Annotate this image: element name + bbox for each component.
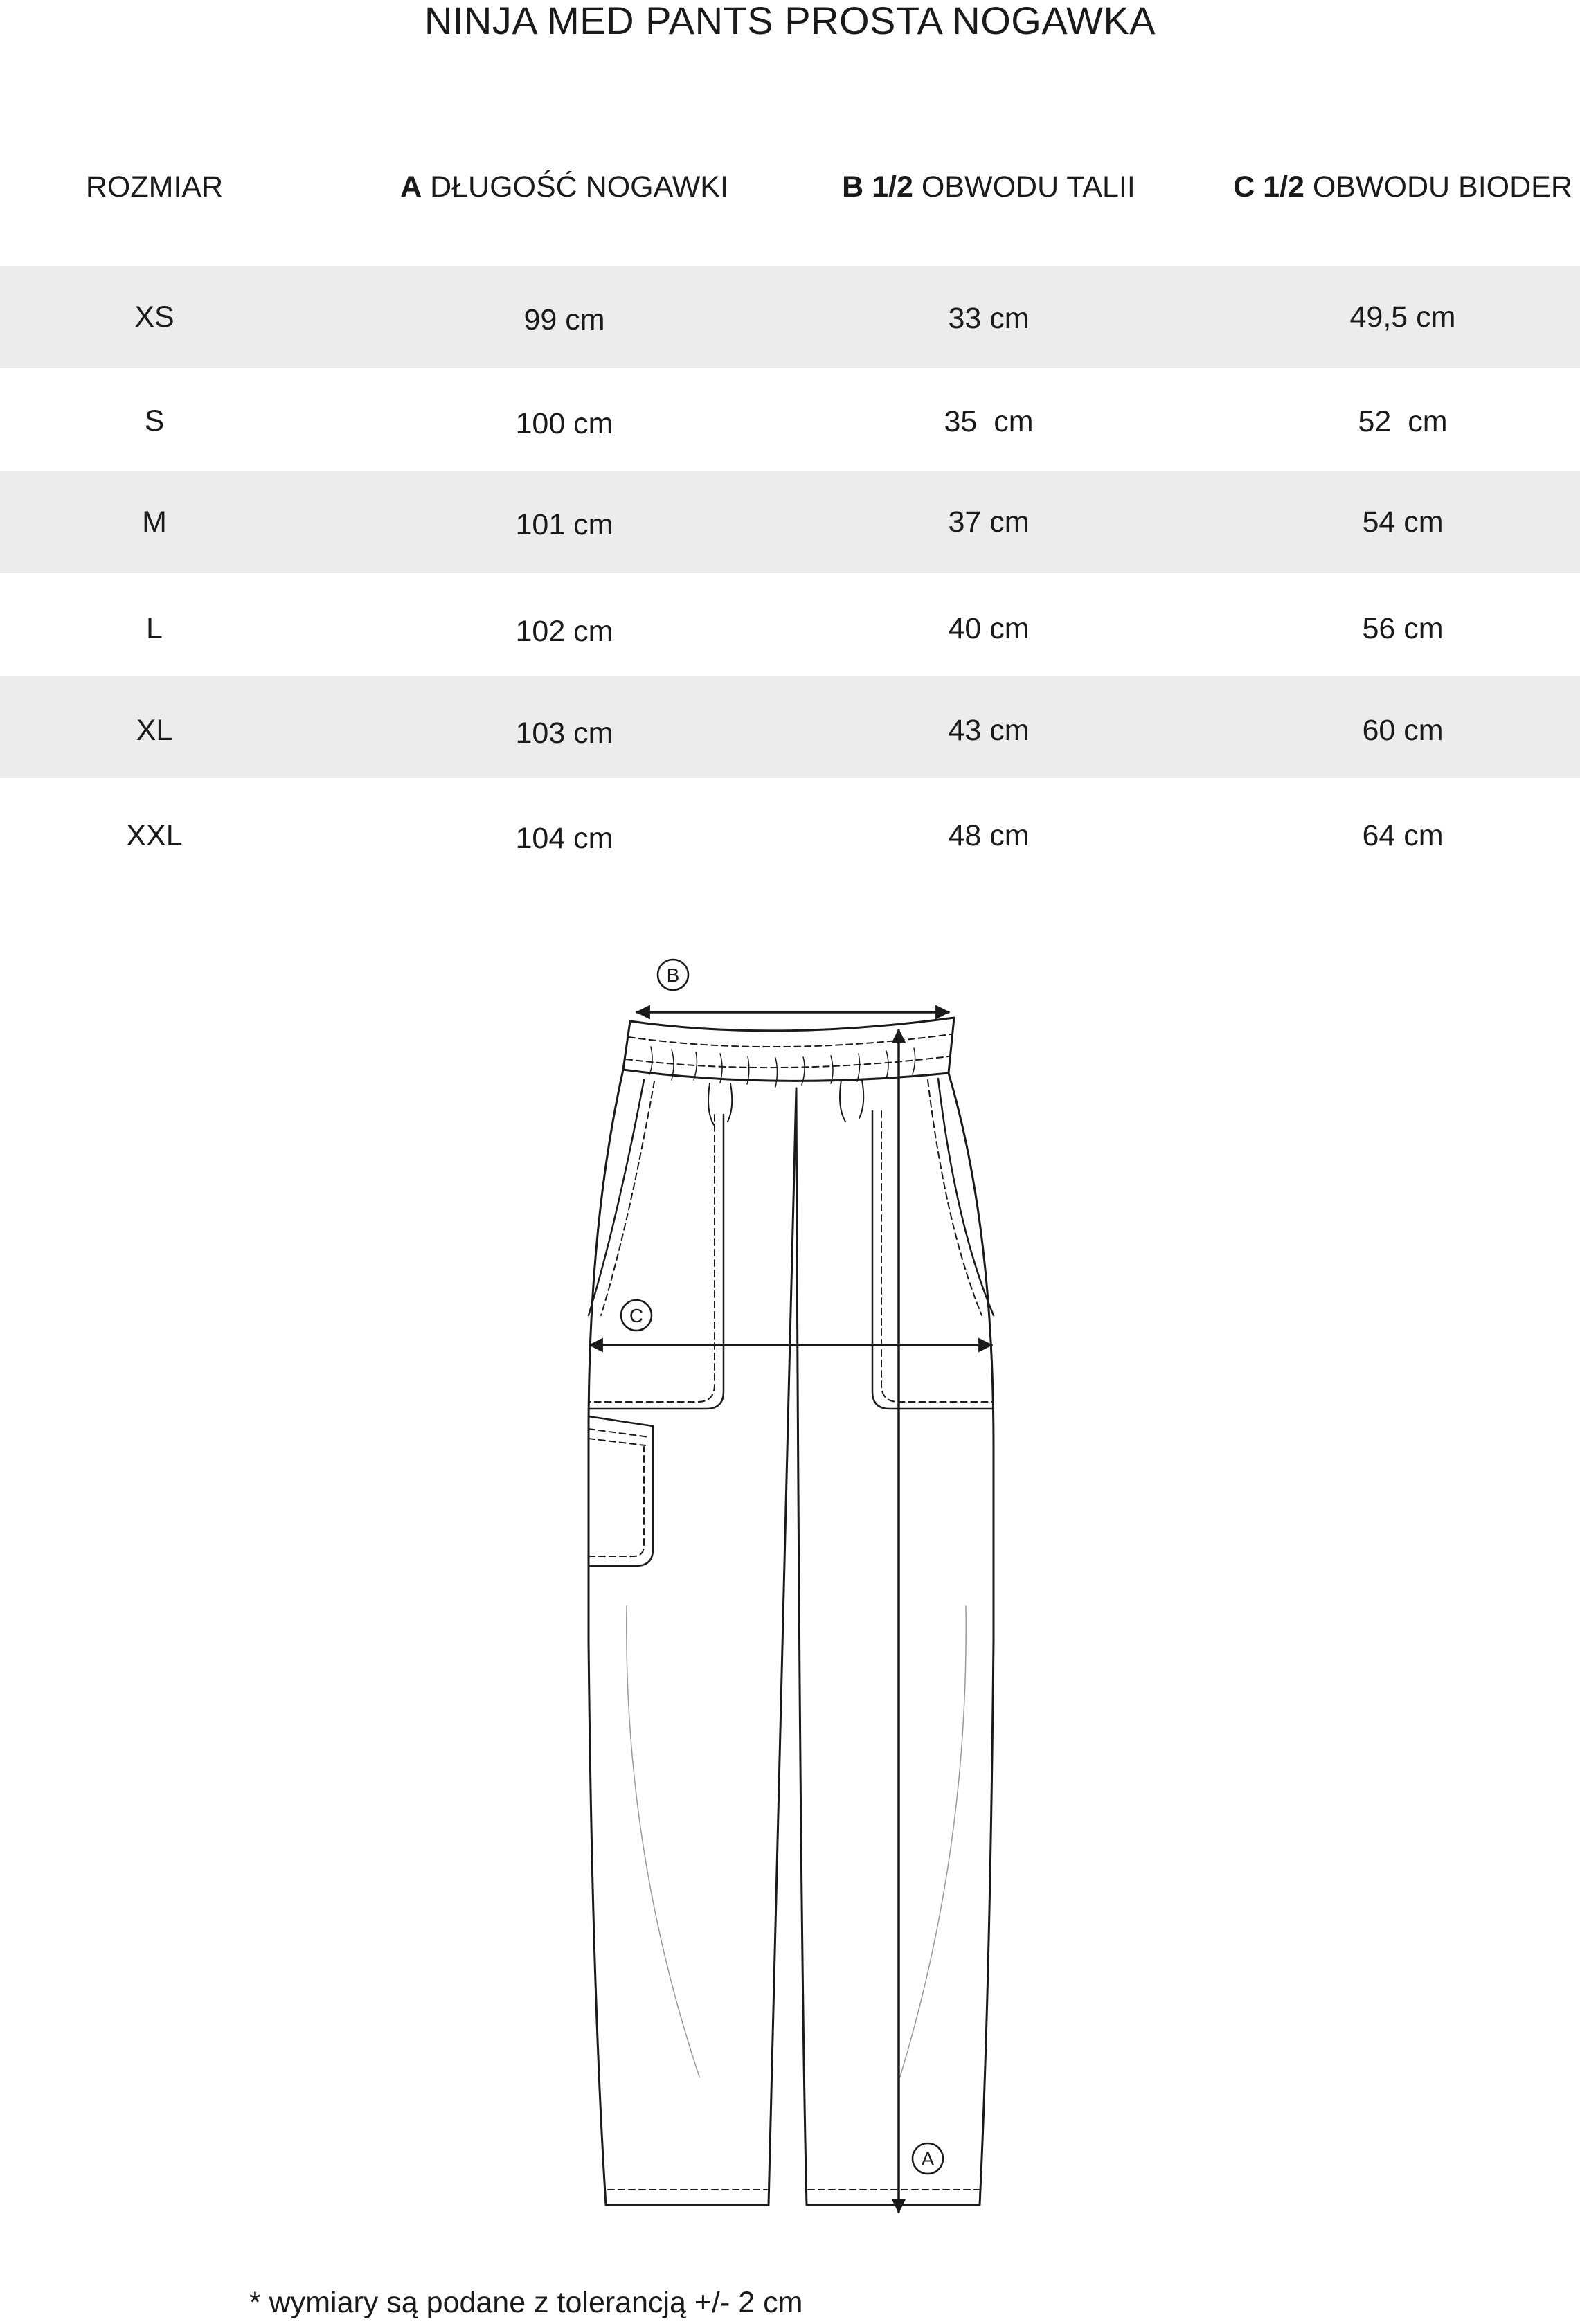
cell-b: 35 cm [944, 405, 1034, 438]
header-b-text: OBWODU TALII [913, 170, 1135, 204]
cell-size: S [144, 404, 165, 438]
cell-size: XS [134, 300, 174, 334]
header-a [357, 168, 772, 206]
header-size-label: ROZMIAR [85, 170, 224, 204]
table-row [0, 266, 1580, 368]
cell-b: 37 cm [948, 505, 1030, 539]
header-c-text: OBWODU BIODER [1304, 170, 1572, 204]
cell-a: 104 cm [515, 822, 613, 855]
cell-b: 33 cm [948, 302, 1030, 335]
header-b [781, 168, 1196, 206]
cell-a: 101 cm [515, 508, 613, 541]
header-a-text: DŁUGOŚĆ NOGAWKI [422, 170, 728, 204]
cell-c: 52 cm [1358, 405, 1448, 438]
cell-b: 48 cm [948, 819, 1030, 852]
header-b-letter: B 1/2 [842, 170, 913, 204]
label-a: A [921, 2148, 935, 2170]
pants-measurement-diagram [568, 948, 1025, 2222]
header-c [1195, 168, 1580, 206]
cell-size: M [142, 505, 167, 539]
cell-c: 49,5 cm [1349, 300, 1456, 334]
header-c-letter: C 1/2 [1233, 170, 1304, 204]
cell-a: 100 cm [515, 407, 613, 440]
page-title: NINJA MED PANTS PROSTA NOGAWKA [424, 0, 1156, 42]
table-row [0, 573, 1580, 676]
header-a-letter: A [400, 170, 422, 204]
table-row [0, 676, 1580, 778]
tolerance-footnote: * wymiary są podane z tolerancją +/- 2 cm [249, 2286, 803, 2319]
cell-b: 40 cm [948, 612, 1030, 645]
cell-size: XL [136, 714, 173, 747]
cell-c: 64 cm [1362, 819, 1444, 852]
cell-size: L [146, 612, 163, 645]
cell-c: 60 cm [1362, 714, 1444, 747]
table-row [0, 778, 1580, 881]
cell-a: 99 cm [523, 303, 605, 336]
table-row [0, 471, 1580, 573]
header-size [16, 168, 293, 206]
label-c: C [629, 1305, 644, 1326]
cell-c: 56 cm [1362, 612, 1444, 645]
right-leg-outline [796, 1073, 994, 2205]
cell-b: 43 cm [948, 714, 1030, 747]
table-row [0, 368, 1580, 471]
cell-a: 102 cm [515, 615, 613, 648]
cell-c: 54 cm [1362, 505, 1444, 539]
cell-a: 103 cm [515, 717, 613, 750]
label-b: B [666, 964, 680, 986]
cell-size: XXL [126, 819, 183, 852]
left-leg-outline [589, 1070, 796, 2205]
